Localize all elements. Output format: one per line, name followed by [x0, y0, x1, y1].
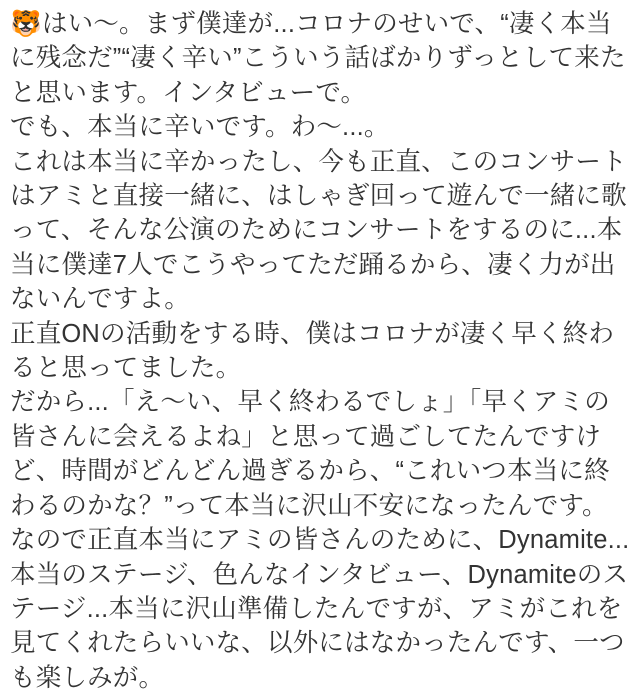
transcript-paragraph: これは本当に辛かったし、今も正直、このコンサートはアミと直接一緒に、はしゃぎ回って遊んで一緒に歌って、そんな公演のためにコンサートをするのに...本当に僕達7人でこうやってただ踊るから、凄く力が出ないんですよ。	[10, 147, 627, 314]
transcript-paragraph-text: はい〜。まず僕達が...コロナのせいで、“凄く本当に残念だ”“凄く辛い”こういう話ばかりずっとして来たと思います。インタビューで。	[10, 10, 626, 107]
transcript-paragraph: 正直ONの活動をする時、僕はコロナが凄く早く終わると思ってました。	[10, 319, 615, 383]
transcript-paragraph: なので正直本当にアミの皆さんのために、Dynamite...本当のステージ、色んなインタビュー、Dynamiteのステージ...本当に沢山準備したんですが、アミがこれを見てくれたらいいな、以外にはなかったんです、一つも楽しみが。	[10, 526, 630, 692]
transcript-text-block	[10, 7, 632, 695]
transcript-paragraph: だから...「え〜い、早く終わるでしょ」「早くアミの皆さんに会えるよね」と思って過ごしてたんですけど、時間がどんどん過ぎるから、“これいつ本当に終わるのかな？”って本当に沢山不安になったんです。	[10, 388, 610, 520]
transcript-paragraph	[10, 7, 632, 110]
transcript-paragraph: でも、本当に辛いです。わ〜...。	[10, 113, 390, 142]
tiger-face-emoji: 🐯	[10, 10, 42, 38]
